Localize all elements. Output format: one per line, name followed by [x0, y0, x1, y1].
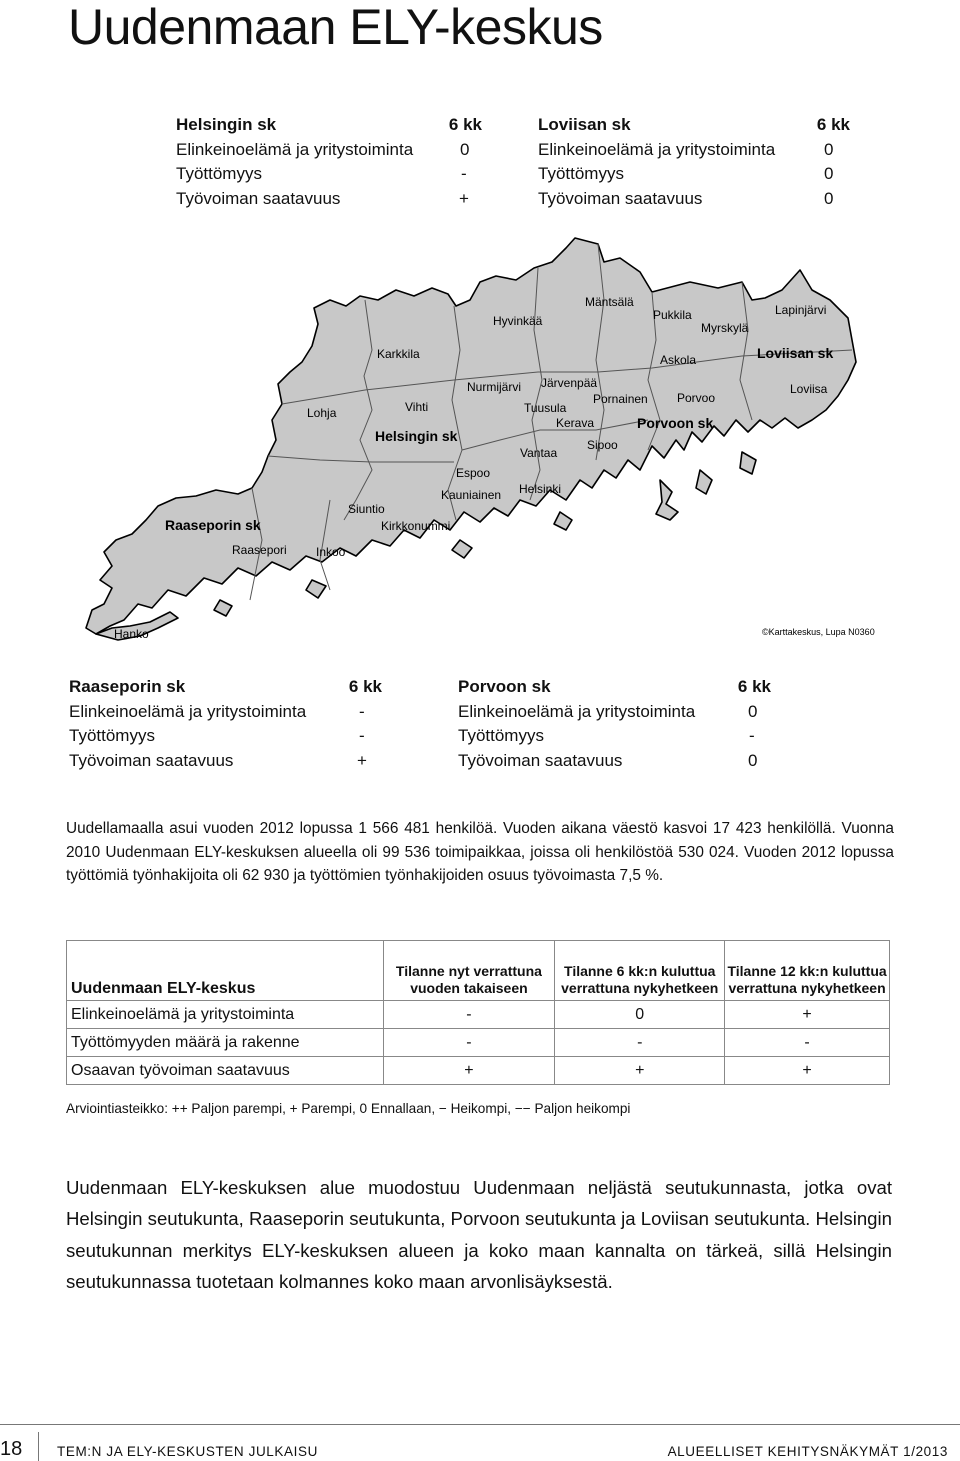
label-hanko: Hanko — [114, 627, 149, 641]
label-sipoo: Sipoo — [587, 438, 618, 452]
block-header: Raaseporin sk — [69, 677, 186, 696]
table-cell: Työttömyyden määrä ja rakenne — [67, 1029, 384, 1057]
label-pornainen: Pornainen — [593, 392, 648, 406]
table-cell: - — [555, 1029, 725, 1057]
table-cell: Osaavan työvoiman saatavuus — [67, 1057, 384, 1085]
table-header-row — [67, 941, 890, 1001]
label-nurmijarvi: Nurmijärvi — [467, 380, 521, 394]
table-header: Tilanne 12 kk:n kuluttua verrattuna nykyhetkeen — [725, 941, 890, 1001]
page-number: 18 — [0, 1438, 23, 1460]
row-value: - — [359, 726, 365, 745]
outlook-table — [66, 940, 890, 1085]
table-cell: + — [725, 1001, 890, 1029]
row-label: Työvoiman saatavuus — [69, 750, 234, 770]
region-paragraph: Uudenmaan ELY-keskuksen alue muodostuu Uudenmaan neljästä seutukunnasta, jotka ovat Helsingin seutukunta, Raaseporin seutukunta, Porvoon seutukunta ja Loviisan seutukunta. Helsingin seutukunnan merkitys ELY-keskuksen alueen ja koko maan kannalta on tärkeä, sillä Helsingin seutukunnassa tuotetaan kolmannes koko maan arvonlisäyksestä. — [66, 1177, 892, 1292]
row-label: Työttömyys — [176, 164, 262, 183]
label-loviisa: Loviisa — [790, 382, 828, 396]
row-label: Elinkeinoelämä ja yritystoiminta — [538, 139, 776, 159]
table-row — [67, 1001, 890, 1029]
label-lohja: Lohja — [307, 406, 337, 420]
row-value: - — [749, 726, 755, 745]
block-period: 6 kk — [448, 115, 482, 134]
table-cell: - — [725, 1029, 890, 1057]
map-land — [86, 238, 856, 640]
table-header: Tilanne 6 kk:n kuluttua verrattuna nykyhetkeen — [555, 941, 725, 1001]
raasepori-summary — [69, 675, 382, 773]
label-tuusula: Tuusula — [524, 401, 567, 415]
block-header: Porvoon sk — [458, 677, 551, 696]
table-cell: + — [555, 1057, 725, 1085]
label-porvoon-sk: Porvoon sk — [637, 415, 714, 431]
footer-report-title: ALUEELLISET KEHITYSNÄKYMÄT 1/2013 — [667, 1444, 948, 1459]
table-cell: Elinkeinoelämä ja yritystoiminta — [67, 1001, 384, 1029]
row-value: 0 — [824, 188, 834, 208]
label-mantsala: Mäntsälä — [585, 295, 634, 309]
label-siuntio: Siuntio — [348, 502, 385, 516]
footer-publication: TEM:N JA ELY-KESKUSTEN JULKAISU — [57, 1444, 318, 1459]
row-value: 0 — [748, 750, 758, 770]
block-header: Helsingin sk — [176, 115, 277, 134]
label-myrskyla: Myrskylä — [701, 321, 749, 335]
label-askola: Askola — [660, 353, 697, 367]
table-cell: + — [383, 1057, 555, 1085]
row-value: + — [357, 750, 367, 770]
rating-scale-legend: Arviointiasteikko: ++ Paljon parempi, + Parempi, 0 Ennallaan, − Heikompi, −− Paljon heikompi — [66, 1101, 631, 1116]
row-value: 0 — [824, 139, 834, 159]
table-cell: - — [383, 1029, 555, 1057]
page-title: Uudenmaan ELY-keskus — [68, 0, 603, 55]
label-vantaa: Vantaa — [520, 446, 558, 460]
loviisa-summary — [538, 113, 850, 211]
row-label: Työttömyys — [69, 726, 155, 745]
table-cell: + — [725, 1057, 890, 1085]
row-value: - — [461, 164, 467, 183]
row-label: Työvoiman saatavuus — [538, 188, 703, 208]
table-row — [67, 1057, 890, 1085]
row-label: Elinkeinoelämä ja yritystoiminta — [69, 701, 307, 721]
row-value: 0 — [460, 139, 470, 159]
footer-divider — [0, 1424, 960, 1425]
label-raasepori: Raasepori — [232, 543, 287, 557]
table-header: Tilanne nyt verrattuna vuoden takaiseen — [383, 941, 555, 1001]
helsinki-summary — [176, 113, 482, 211]
label-porvoo: Porvoo — [677, 391, 716, 405]
porvoo-summary — [458, 675, 771, 773]
row-value: 0 — [824, 164, 834, 183]
table-cell: 0 — [555, 1001, 725, 1029]
label-helsingin-sk: Helsingin sk — [375, 428, 458, 444]
row-value: - — [359, 701, 365, 721]
row-label: Työttömyys — [538, 164, 624, 183]
block-period: 6 kk — [348, 677, 382, 696]
row-label: Työttömyys — [458, 726, 544, 745]
label-loviisan-sk: Loviisan sk — [757, 345, 834, 361]
row-label: Elinkeinoelämä ja yritystoiminta — [458, 701, 696, 721]
label-kirkkonummi: Kirkkonummi — [381, 519, 451, 533]
row-value: 0 — [748, 701, 758, 721]
row-label: Elinkeinoelämä ja yritystoiminta — [176, 139, 414, 159]
label-hyvinkaa: Hyvinkää — [493, 314, 543, 328]
block-header: Loviisan sk — [538, 115, 631, 134]
label-inkoo: Inkoo — [316, 545, 346, 559]
label-kauniainen: Kauniainen — [441, 488, 502, 502]
label-helsinki: Helsinki — [519, 482, 562, 496]
table-header: Uudenmaan ELY-keskus — [67, 941, 384, 1001]
label-jarvenpaa: Järvenpää — [541, 376, 598, 390]
map-copyright: ©Karttakeskus, Lupa N0360 — [762, 627, 875, 637]
row-label: Työvoiman saatavuus — [458, 750, 623, 770]
footer-separator — [38, 1432, 39, 1461]
table-row — [67, 1029, 890, 1057]
label-pukkila: Pukkila — [653, 308, 692, 322]
row-label: Työvoiman saatavuus — [176, 188, 341, 208]
label-karkkila: Karkkila — [377, 347, 420, 361]
label-vihti: Vihti — [405, 400, 429, 414]
population-paragraph: Uudellamaalla asui vuoden 2012 lopussa 1 566 481 henkilöä. Vuoden aikana väestö kasvoi 17 423 henkilöllä. Vuonna 2010 Uudenmaan ELY-keskuksen alueella oli 99 536 toimipaikkaa, joissa oli henkilöstöä 530 024. Vuoden 2012 lopussa työttömiä työnhakijoita oli 62 930 ja työttömien työnhakijoiden osuus työvoimasta 7,5 %. — [66, 820, 894, 884]
table-cell: - — [383, 1001, 555, 1029]
label-lapinjarvi: Lapinjärvi — [775, 303, 827, 317]
label-espoo: Espoo — [456, 466, 491, 480]
label-raaseporin-sk: Raaseporin sk — [165, 517, 261, 533]
uusimaa-map — [60, 236, 875, 656]
block-period: 6 kk — [737, 677, 771, 696]
label-kerava: Kerava — [556, 416, 595, 430]
row-value: + — [459, 188, 469, 208]
block-period: 6 kk — [816, 115, 850, 134]
